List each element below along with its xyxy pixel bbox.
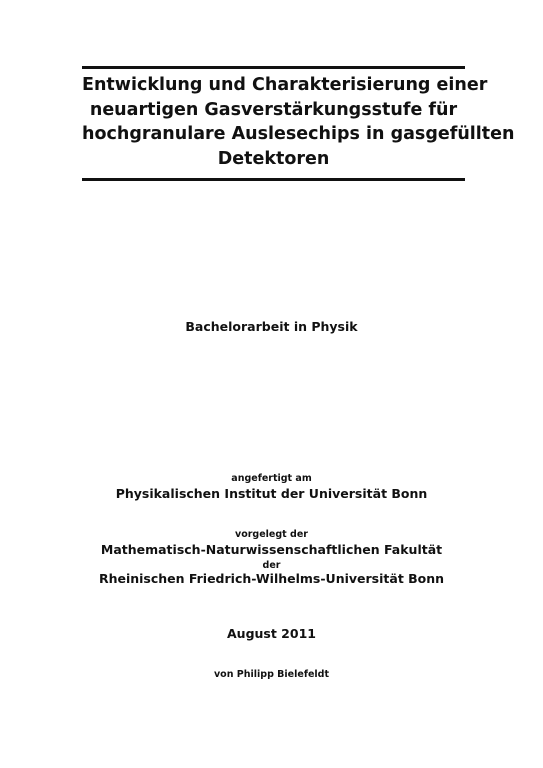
title-line-2: neuartigen Gasverstärkungsstufe für: [89, 99, 458, 120]
thesis-type: Bachelorarbeit in Physik: [185, 319, 358, 334]
title-line-4: Detektoren: [217, 148, 330, 169]
title-line-3: hochgranulare Auslesechips in gasgefüllten: [82, 124, 515, 144]
prepared-label: angefertigt am: [231, 473, 312, 484]
university-name: Rheinischen Friedrich-Wilhelms-Universität Bonn: [98, 571, 445, 586]
submitted-label: vorgelegt der: [235, 529, 308, 540]
bottom-rule: [82, 178, 465, 181]
author-name: von Philipp Bielefeldt: [213, 669, 329, 680]
faculty-name: Mathematisch-Naturwissenschaftlichen Fakultät: [100, 542, 443, 557]
thesis-title: [82, 73, 515, 171]
top-rule: [82, 66, 465, 69]
title-line-1: Entwicklung und Charakterisierung einer: [82, 75, 488, 95]
institute-name: Physikalischen Institut der Universität Bonn: [115, 486, 428, 501]
der-connector: der: [262, 560, 281, 571]
submission-date: August 2011: [227, 626, 316, 641]
